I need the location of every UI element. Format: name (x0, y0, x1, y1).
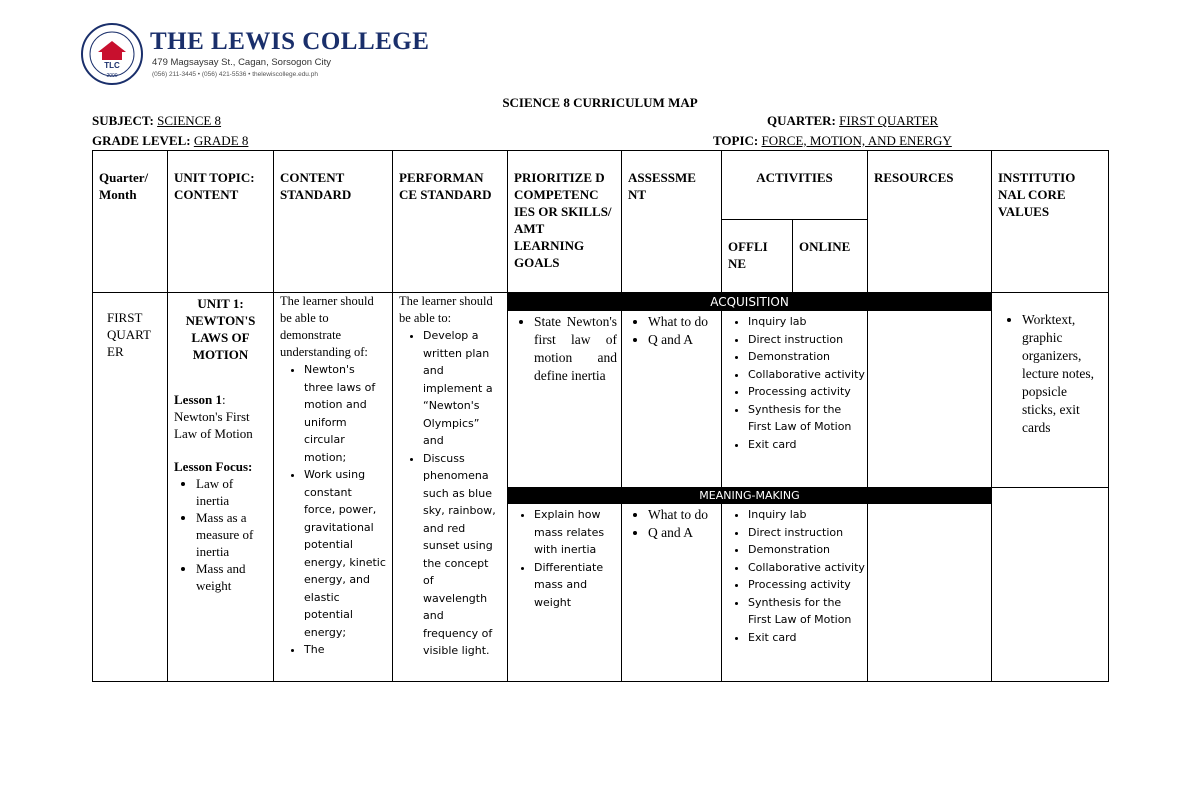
list-item: • Q and A (648, 331, 717, 349)
subject-line (92, 113, 221, 129)
unit-title: UNIT 1: NEWTON'S LAWS OF MOTION (185, 296, 256, 362)
quarter-value: FIRST QUARTER (839, 113, 939, 128)
meaning-making-section (508, 487, 992, 682)
acquisition-bar: ACQUISITION (508, 293, 991, 311)
lesson-title: Newton's First Law of Motion (174, 409, 253, 441)
lesson-focus-list (174, 475, 267, 594)
list-item: • Collaborative activity (748, 559, 865, 577)
lesson-focus-label: Lesson Focus: (174, 459, 253, 474)
document-title: SCIENCE 8 CURRICULUM MAP (502, 95, 698, 110)
acquisition-competencies (508, 311, 622, 487)
resources-cell-empty (992, 487, 1109, 682)
list-item: • Processing activity (748, 383, 865, 401)
list-item: • Exit card (748, 629, 865, 647)
quarter-label: QUARTER: (767, 113, 836, 128)
list-item: • Direct instruction (748, 331, 865, 349)
subject-value: SCIENCE 8 (157, 113, 222, 128)
list-item: • Worktext, graphic organizers, lecture notes, popsicle sticks, exit cards (1022, 311, 1102, 437)
list-item: • Demonstration (748, 541, 865, 559)
list-item: • Direct instruction (748, 524, 865, 542)
list-item: • What to do (648, 506, 717, 524)
list-item: • Develop a written plan and implement a “Newton's Olympics” and (423, 327, 501, 450)
topic-label: TOPIC: (713, 133, 759, 148)
header-core-values: INSTITUTIO NAL CORE VALUES (992, 151, 1109, 293)
list-item: • Newton's three laws of motion and uniform circular motion; (304, 361, 386, 466)
quarter-cell (93, 293, 168, 682)
content-standard-list (280, 361, 386, 659)
subject-label: SUBJECT: (92, 113, 154, 128)
list-item: • Q and A (648, 524, 717, 542)
list-item: • Processing activity (748, 576, 865, 594)
list-item: • Inquiry lab (748, 506, 865, 524)
header-activities: ACTIVITIES (722, 151, 868, 220)
list-item: • Law of inertia (196, 475, 267, 509)
list-item: • State Newton's first law of motion and define inertia (534, 313, 617, 385)
grade-line (92, 133, 248, 149)
performance-standard-list (399, 327, 501, 660)
list-item: • Synthesis for the First Law of Motion (748, 594, 865, 629)
list-item: • Work using constant force, power, gravitational potential energy, kinetic energy, and elastic potential energy; (304, 466, 386, 641)
meaning-making-offline-activities (722, 504, 868, 681)
resources-cell (992, 293, 1109, 488)
meaning-making-bar: MEANING-MAKING (508, 487, 991, 504)
seal-year: 2000 (106, 73, 118, 79)
curriculum-table (92, 150, 1109, 682)
header-online: ONLINE (793, 220, 868, 293)
lesson-label: Lesson 1 (174, 392, 223, 407)
list-item: • Inquiry lab (748, 313, 865, 331)
content-standard-cell (274, 293, 393, 682)
list-item: • Mass and weight (196, 560, 267, 594)
list-item: • The (304, 641, 386, 659)
header-unit-topic: UNIT TOPIC: CONTENT (168, 151, 274, 293)
list-item: • Synthesis for the First Law of Motion (748, 401, 865, 436)
acquisition-assessment (622, 311, 722, 487)
grade-label: GRADE LEVEL: (92, 133, 191, 148)
list-item: • Discuss phenomena such as blue sky, rainbow, and red sunset using the concept of wavelength and frequency of visible light. (423, 450, 501, 660)
header-offline: OFFLI NE (722, 220, 793, 293)
content-intro: The learner should be able to demonstrate understanding of: (280, 294, 374, 359)
list-item: • Explain how mass relates with inertia (534, 506, 617, 559)
list-item: • Demonstration (748, 348, 865, 366)
college-seal-icon (80, 22, 144, 86)
college-name: THE LEWIS COLLEGE (150, 28, 430, 55)
list-item: • Collaborative activity (748, 366, 865, 384)
meaning-making-competencies (508, 504, 622, 681)
list-item: • Differentiate mass and weight (534, 559, 617, 612)
grade-value: GRADE 8 (193, 133, 249, 148)
header-performance-standard: PERFORMAN CE STANDARD (393, 151, 508, 293)
unit-topic-cell: UNIT 1: NEWTON'S LAWS OF MOTION Lesson 1: Newton's First Law of Motion Lesson Focus: • Law of inertia • Mass as a measure of inertia • Mass and weight (168, 293, 274, 682)
list-item: • Exit card (748, 436, 865, 454)
list-item: • Mass as a measure of inertia (196, 509, 267, 560)
header-competencies: PRIORITIZE D COMPETENC IES OR SKILLS/ AMT LEARNING GOALS (508, 151, 622, 293)
letterhead (80, 22, 430, 82)
college-contact: (056) 211-3445 • (056) 421-5536 • thelewiscollege.edu.ph (152, 71, 318, 78)
performance-intro: The learner should be able to: (399, 294, 493, 325)
seal-label: TLC (104, 61, 120, 70)
acquisition-offline-activities (722, 311, 868, 487)
performance-standard-cell (393, 293, 508, 682)
topic-value: FORCE, MOTION, AND ENERGY (761, 133, 952, 148)
college-address: 479 Magsaysay St., Cagan, Sorsogon City (152, 57, 332, 68)
quarter-value-text: FIRST QUART ER (107, 310, 151, 359)
header-assessment: ASSESSME NT (622, 151, 722, 293)
quarter-line (767, 113, 938, 129)
topic-line (713, 133, 952, 149)
header-resources: RESOURCES (868, 151, 992, 293)
meaning-making-assessment (622, 504, 722, 681)
header-quarter: Quarter/ Month (93, 151, 168, 293)
header-content-standard: CONTENT STANDARD (274, 151, 393, 293)
list-item: • What to do (648, 313, 717, 331)
acquisition-section (508, 293, 992, 488)
